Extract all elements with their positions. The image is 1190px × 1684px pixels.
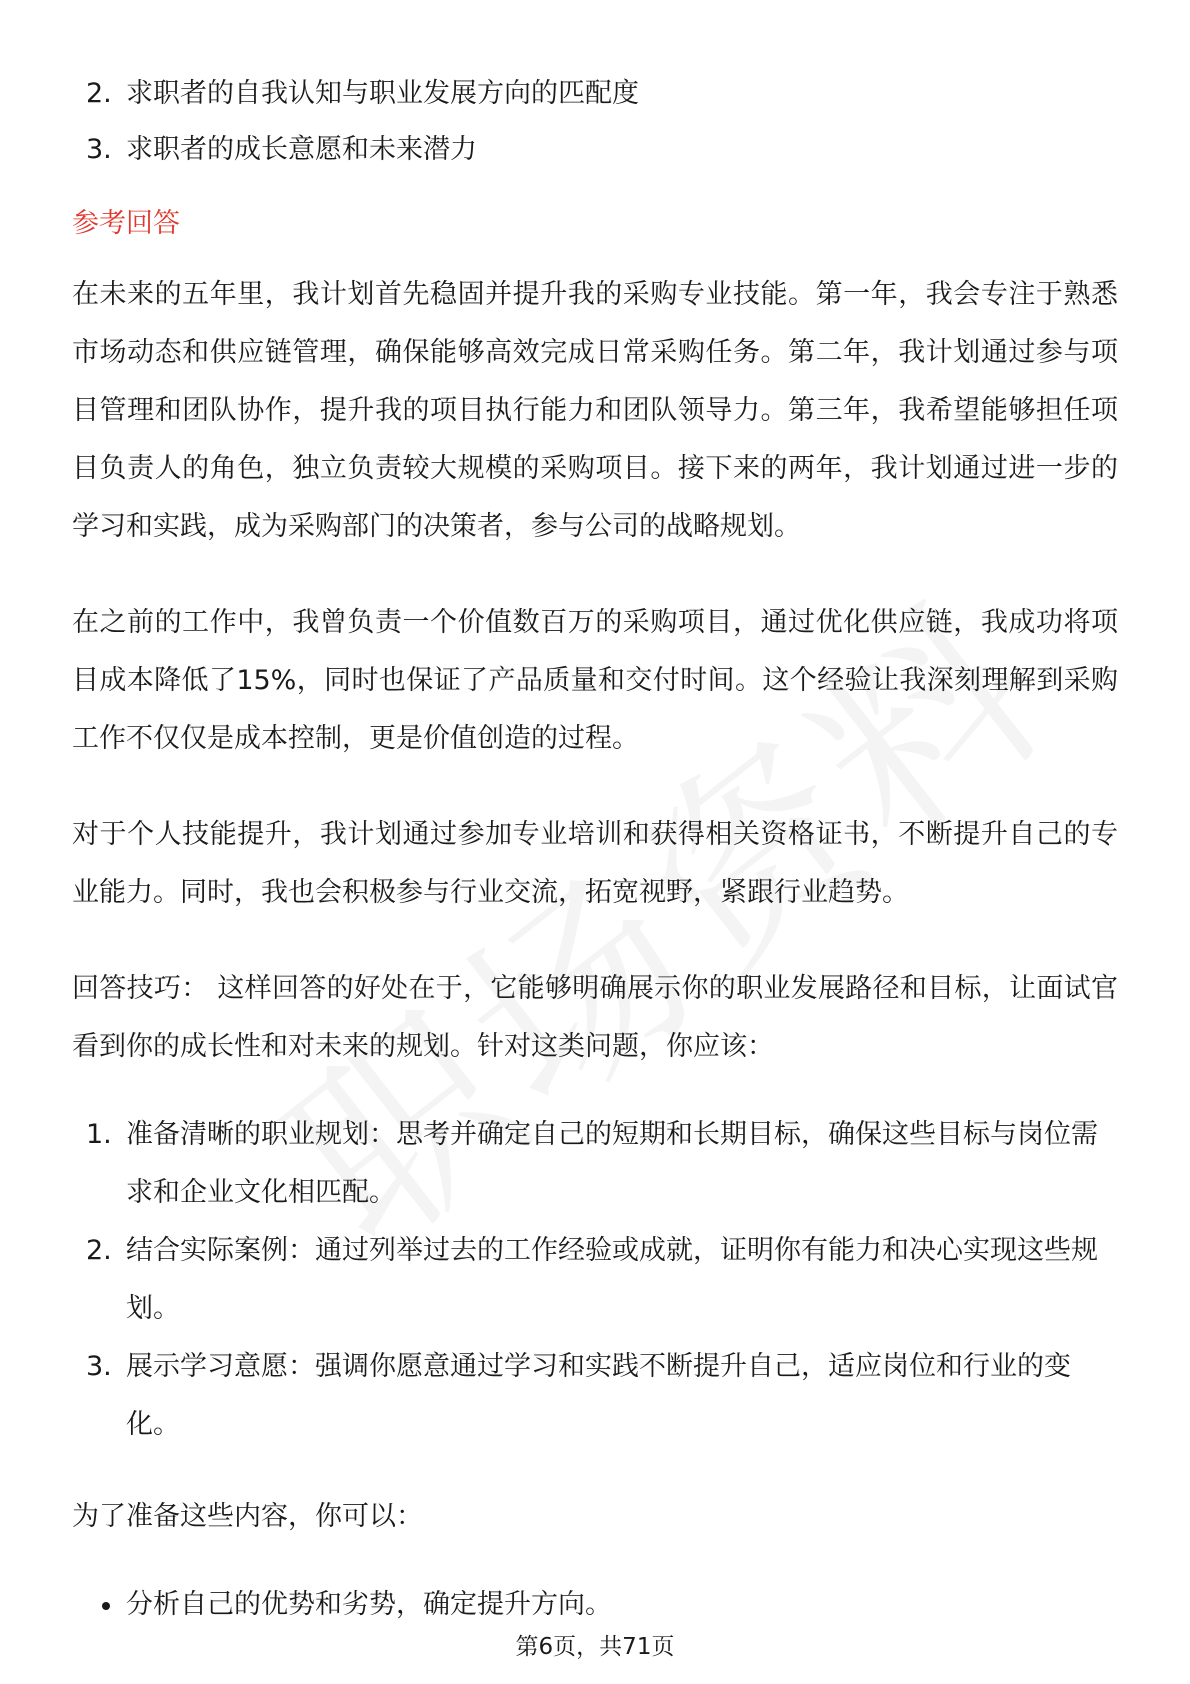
- tips-list: [72, 1106, 1118, 1454]
- answer-paragraph-1: 在未来的五年里，我计划首先稳固并提升我的采购专业技能。第一年，我会专注于熟悉市场动态和供应链管理，确保能够高效完成日常采购任务。第二年，我计划通过参与项目管理和团队协作，提升我的项目执行能力和团队领导力。第三年，我希望能够担任项目负责人的角色，独立负责较大规模的采购项目。接下来的两年，我计划通过进一步的学习和实践，成为采购部门的决策者，参与公司的战略规划。: [72, 279, 1118, 542]
- criteria-list: [72, 66, 1118, 178]
- list-item: [72, 122, 1118, 178]
- list-item-text: 求职者的成长意愿和未来潜力: [126, 134, 477, 165]
- bullet-list: [72, 1576, 1118, 1634]
- bullet-icon: [102, 1602, 110, 1610]
- answer-tips-paragraph: 回答技巧： 这样回答的好处在于，它能够明确展示你的职业发展路径和目标，让面试官看到你的成长性和对未来的规划。针对这类问题，你应该：: [72, 973, 1118, 1062]
- list-number: 2.: [86, 78, 112, 109]
- list-item: [72, 66, 1118, 122]
- list-item-text: 展示学习意愿：强调你愿意通过学习和实践不断提升自己，适应岗位和行业的变化。: [126, 1351, 1071, 1440]
- list-item-text: 结合实际案例：通过列举过去的工作经验或成就，证明你有能力和决心实现这些规划。: [126, 1235, 1098, 1324]
- list-number: 2.: [86, 1235, 112, 1266]
- list-item-text: 求职者的自我认知与职业发展方向的匹配度: [126, 78, 639, 109]
- page-footer: 第6页，共71页: [515, 1634, 675, 1660]
- list-item: [72, 1338, 1118, 1454]
- reference-answer-heading: 参考回答: [72, 208, 180, 239]
- answer-paragraph-3: 对于个人技能提升，我计划通过参加专业培训和获得相关资格证书，不断提升自己的专业能力。同时，我也会积极参与行业交流，拓宽视野，紧跟行业趋势。: [72, 819, 1118, 908]
- list-number: 1.: [86, 1119, 112, 1150]
- answer-paragraph-2: 在之前的工作中，我曾负责一个价值数百万的采购项目，通过优化供应链，我成功将项目成本降低了15%，同时也保证了产品质量和交付时间。这个经验让我深刻理解到采购工作不仅仅是成本控制，更是价值创造的过程。: [72, 607, 1118, 754]
- document-page: [72, 66, 1118, 1634]
- list-number: 3.: [86, 1351, 112, 1382]
- list-number: 3.: [86, 134, 112, 165]
- bullet-item: [72, 1576, 1118, 1634]
- prep-intro: 为了准备这些内容，你可以：: [72, 1501, 423, 1532]
- list-item: [72, 1222, 1118, 1338]
- bullet-text: 分析自己的优势和劣势，确定提升方向。: [126, 1589, 612, 1620]
- list-item-text: 准备清晰的职业规划：思考并确定自己的短期和长期目标，确保这些目标与岗位需求和企业文化相匹配。: [126, 1119, 1098, 1208]
- list-item: [72, 1106, 1118, 1222]
